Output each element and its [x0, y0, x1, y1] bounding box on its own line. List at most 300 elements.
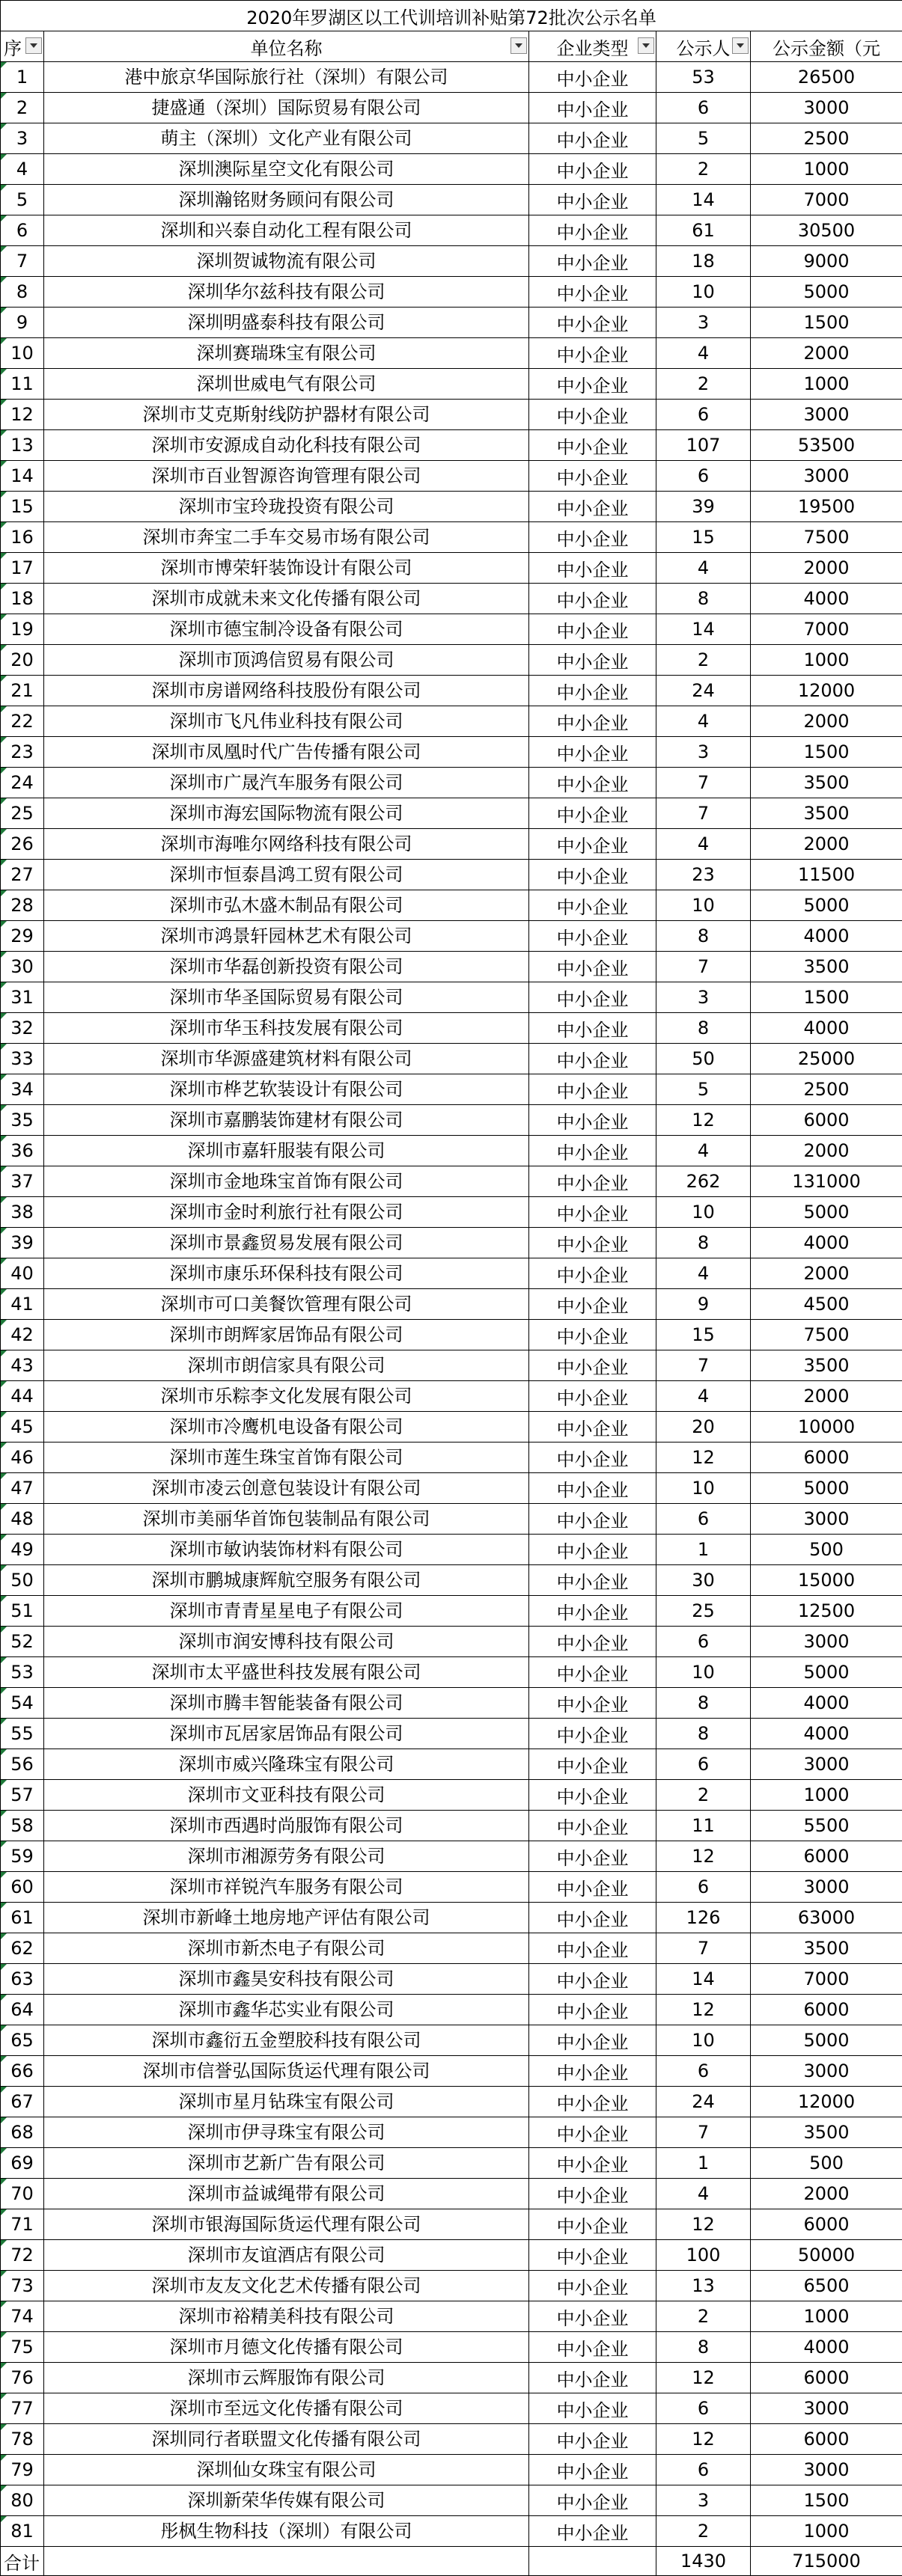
company-name-cell[interactable]: 深圳市朗辉家居饰品有限公司 — [44, 1320, 529, 1350]
company-name-cell[interactable]: 深圳市艺新广告有限公司 — [44, 2148, 529, 2179]
people-count-cell[interactable]: 4 — [656, 706, 751, 737]
company-type-cell[interactable]: 中小企业 — [529, 1933, 656, 1964]
people-count-cell[interactable]: 107 — [656, 430, 751, 461]
company-name-cell[interactable]: 深圳同行者联盟文化传播有限公司 — [44, 2424, 529, 2455]
people-count-cell[interactable]: 5 — [656, 123, 751, 154]
seq-cell[interactable] — [1, 1443, 44, 1473]
people-count-cell[interactable]: 1 — [656, 1535, 751, 1565]
company-type-cell[interactable]: 中小企业 — [529, 277, 656, 308]
amount-cell[interactable]: 3500 — [751, 798, 902, 829]
seq-cell[interactable] — [1, 2271, 44, 2301]
amount-cell[interactable]: 6000 — [751, 1443, 902, 1473]
company-type-cell[interactable]: 中小企业 — [529, 1688, 656, 1719]
company-name-cell[interactable]: 深圳市华玉科技发展有限公司 — [44, 1013, 529, 1044]
company-name-cell[interactable]: 深圳市星月钻珠宝有限公司 — [44, 2087, 529, 2117]
company-name-cell[interactable]: 深圳市祥锐汽车服务有限公司 — [44, 1872, 529, 1903]
company-name-cell[interactable]: 深圳赛瑞珠宝有限公司 — [44, 338, 529, 369]
amount-cell[interactable]: 1500 — [751, 308, 902, 338]
company-type-cell[interactable]: 中小企业 — [529, 982, 656, 1013]
seq-cell[interactable] — [1, 2056, 44, 2087]
company-type-cell[interactable]: 中小企业 — [529, 921, 656, 952]
filter-dropdown-icon[interactable] — [511, 37, 527, 54]
company-type-cell[interactable]: 中小企业 — [529, 1964, 656, 1995]
amount-cell[interactable]: 1500 — [751, 982, 902, 1013]
seq-cell[interactable] — [1, 1749, 44, 1780]
amount-cell[interactable]: 12000 — [751, 676, 902, 706]
company-type-cell[interactable]: 中小企业 — [529, 706, 656, 737]
seq-cell[interactable] — [1, 1136, 44, 1166]
amount-cell[interactable]: 2000 — [751, 1258, 902, 1289]
amount-cell[interactable]: 3000 — [751, 2056, 902, 2087]
company-type-cell[interactable]: 中小企业 — [529, 798, 656, 829]
people-count-cell[interactable]: 10 — [656, 1473, 751, 1504]
people-count-cell[interactable]: 9 — [656, 1289, 751, 1320]
company-type-cell[interactable]: 中小企业 — [529, 1780, 656, 1811]
company-type-cell[interactable]: 中小企业 — [529, 737, 656, 768]
people-count-cell[interactable]: 14 — [656, 185, 751, 215]
company-name-cell[interactable]: 深圳新荣华传媒有限公司 — [44, 2485, 529, 2516]
company-name-cell[interactable]: 深圳市博荣轩装饰设计有限公司 — [44, 553, 529, 584]
amount-cell[interactable]: 12500 — [751, 1596, 902, 1627]
total-label[interactable]: 合计 — [1, 2547, 44, 2576]
company-name-cell[interactable]: 深圳市银海国际货运代理有限公司 — [44, 2209, 529, 2240]
amount-cell[interactable]: 63000 — [751, 1903, 902, 1933]
company-name-cell[interactable]: 深圳市太平盛世科技发展有限公司 — [44, 1657, 529, 1688]
company-name-cell[interactable]: 深圳市伊寻珠宝有限公司 — [44, 2117, 529, 2148]
company-type-cell[interactable]: 中小企业 — [529, 2424, 656, 2455]
company-name-cell[interactable]: 深圳市金地珠宝首饰有限公司 — [44, 1166, 529, 1197]
company-type-cell[interactable]: 中小企业 — [529, 676, 656, 706]
seq-cell[interactable] — [1, 2363, 44, 2393]
seq-cell[interactable] — [1, 1350, 44, 1381]
company-type-cell[interactable]: 中小企业 — [529, 1443, 656, 1473]
company-name-cell[interactable]: 深圳市瓦居家居饰品有限公司 — [44, 1719, 529, 1749]
company-type-cell[interactable]: 中小企业 — [529, 93, 656, 123]
people-count-cell[interactable]: 10 — [656, 2025, 751, 2056]
amount-cell[interactable]: 2500 — [751, 123, 902, 154]
company-name-cell[interactable]: 深圳市腾丰智能装备有限公司 — [44, 1688, 529, 1719]
seq-cell[interactable] — [1, 430, 44, 461]
seq-cell[interactable] — [1, 1412, 44, 1443]
company-type-cell[interactable]: 中小企业 — [529, 1166, 656, 1197]
people-count-cell[interactable]: 12 — [656, 1841, 751, 1872]
company-type-cell[interactable]: 中小企业 — [529, 1320, 656, 1350]
company-type-cell[interactable]: 中小企业 — [529, 1657, 656, 1688]
company-type-cell[interactable]: 中小企业 — [529, 522, 656, 553]
company-type-cell[interactable]: 中小企业 — [529, 2455, 656, 2485]
seq-cell[interactable] — [1, 1627, 44, 1657]
people-count-cell[interactable]: 6 — [656, 2393, 751, 2424]
seq-cell[interactable] — [1, 1688, 44, 1719]
amount-cell[interactable]: 3500 — [751, 952, 902, 982]
people-count-cell[interactable]: 8 — [656, 584, 751, 614]
amount-cell[interactable]: 7000 — [751, 185, 902, 215]
company-name-cell[interactable]: 深圳市海唯尔网络科技有限公司 — [44, 829, 529, 860]
people-count-cell[interactable]: 2 — [656, 1780, 751, 1811]
total-empty-type[interactable] — [529, 2547, 656, 2576]
people-count-cell[interactable]: 10 — [656, 1197, 751, 1228]
people-count-cell[interactable]: 10 — [656, 277, 751, 308]
amount-cell[interactable]: 5000 — [751, 2025, 902, 2056]
company-name-cell[interactable]: 深圳市云辉服饰有限公司 — [44, 2363, 529, 2393]
company-name-cell[interactable]: 深圳市鸿景轩园林艺术有限公司 — [44, 921, 529, 952]
company-name-cell[interactable]: 深圳市嘉鹏装饰建材有限公司 — [44, 1105, 529, 1136]
amount-cell[interactable]: 15000 — [751, 1565, 902, 1596]
company-name-cell[interactable]: 深圳市飞凡伟业科技有限公司 — [44, 706, 529, 737]
company-type-cell[interactable]: 中小企业 — [529, 308, 656, 338]
seq-cell[interactable] — [1, 921, 44, 952]
people-count-cell[interactable]: 2 — [656, 645, 751, 676]
seq-cell[interactable] — [1, 1197, 44, 1228]
people-count-cell[interactable]: 8 — [656, 1013, 751, 1044]
amount-cell[interactable]: 500 — [751, 2148, 902, 2179]
people-count-cell[interactable]: 100 — [656, 2240, 751, 2271]
company-type-cell[interactable]: 中小企业 — [529, 2117, 656, 2148]
company-name-cell[interactable]: 深圳市华磊创新投资有限公司 — [44, 952, 529, 982]
amount-cell[interactable]: 1000 — [751, 645, 902, 676]
company-type-cell[interactable]: 中小企业 — [529, 2271, 656, 2301]
company-type-cell[interactable]: 中小企业 — [529, 2179, 656, 2209]
amount-cell[interactable]: 5000 — [751, 1473, 902, 1504]
people-count-cell[interactable]: 262 — [656, 1166, 751, 1197]
people-count-cell[interactable]: 25 — [656, 1596, 751, 1627]
company-name-cell[interactable]: 深圳市顶鸿信贸易有限公司 — [44, 645, 529, 676]
people-count-cell[interactable]: 6 — [656, 1872, 751, 1903]
people-count-cell[interactable]: 12 — [656, 1105, 751, 1136]
amount-cell[interactable]: 5000 — [751, 1197, 902, 1228]
seq-cell[interactable] — [1, 737, 44, 768]
people-count-cell[interactable]: 24 — [656, 676, 751, 706]
people-count-cell[interactable]: 4 — [656, 1258, 751, 1289]
amount-cell[interactable]: 2000 — [751, 706, 902, 737]
company-type-cell[interactable]: 中小企业 — [529, 1381, 656, 1412]
company-name-cell[interactable]: 深圳市康乐环保科技有限公司 — [44, 1258, 529, 1289]
company-name-cell[interactable]: 彤枫生物科技（深圳）有限公司 — [44, 2516, 529, 2547]
people-count-cell[interactable]: 6 — [656, 93, 751, 123]
amount-cell[interactable]: 2000 — [751, 1136, 902, 1166]
company-name-cell[interactable]: 深圳市信誉弘国际货运代理有限公司 — [44, 2056, 529, 2087]
company-name-cell[interactable]: 萌主（深圳）文化产业有限公司 — [44, 123, 529, 154]
company-name-cell[interactable]: 深圳市裕精美科技有限公司 — [44, 2301, 529, 2332]
amount-cell[interactable]: 3500 — [751, 768, 902, 798]
company-name-cell[interactable]: 深圳市嘉轩服装有限公司 — [44, 1136, 529, 1166]
people-count-cell[interactable]: 50 — [656, 1044, 751, 1074]
seq-cell[interactable] — [1, 890, 44, 921]
people-count-cell[interactable]: 3 — [656, 308, 751, 338]
company-name-cell[interactable]: 深圳市鑫昊安科技有限公司 — [44, 1964, 529, 1995]
people-count-cell[interactable]: 4 — [656, 338, 751, 369]
people-count-cell[interactable]: 13 — [656, 2271, 751, 2301]
amount-cell[interactable]: 1000 — [751, 1780, 902, 1811]
people-count-cell[interactable]: 18 — [656, 246, 751, 277]
amount-cell[interactable]: 3000 — [751, 93, 902, 123]
people-count-cell[interactable]: 6 — [656, 1504, 751, 1535]
company-name-cell[interactable]: 深圳世威电气有限公司 — [44, 369, 529, 400]
amount-cell[interactable]: 6000 — [751, 2424, 902, 2455]
company-name-cell[interactable]: 深圳市鑫衍五金塑胶科技有限公司 — [44, 2025, 529, 2056]
company-name-cell[interactable]: 深圳市益诚绳带有限公司 — [44, 2179, 529, 2209]
people-count-cell[interactable]: 14 — [656, 1964, 751, 1995]
seq-cell[interactable] — [1, 400, 44, 430]
company-type-cell[interactable]: 中小企业 — [529, 614, 656, 645]
company-name-cell[interactable]: 深圳市润安博科技有限公司 — [44, 1627, 529, 1657]
company-type-cell[interactable]: 中小企业 — [529, 1535, 656, 1565]
seq-cell[interactable] — [1, 93, 44, 123]
people-count-cell[interactable]: 10 — [656, 1657, 751, 1688]
amount-cell[interactable]: 7500 — [751, 1320, 902, 1350]
company-type-cell[interactable]: 中小企业 — [529, 2209, 656, 2240]
filter-dropdown-icon[interactable] — [638, 37, 654, 54]
amount-cell[interactable]: 6000 — [751, 1105, 902, 1136]
people-count-cell[interactable]: 3 — [656, 982, 751, 1013]
company-type-cell[interactable]: 中小企业 — [529, 1719, 656, 1749]
company-type-cell[interactable]: 中小企业 — [529, 2148, 656, 2179]
people-count-cell[interactable]: 6 — [656, 1749, 751, 1780]
seq-cell[interactable] — [1, 1166, 44, 1197]
amount-cell[interactable]: 4000 — [751, 921, 902, 952]
people-count-cell[interactable]: 12 — [656, 1443, 751, 1473]
company-type-cell[interactable]: 中小企业 — [529, 584, 656, 614]
people-count-cell[interactable]: 8 — [656, 2332, 751, 2363]
company-type-cell[interactable]: 中小企业 — [529, 952, 656, 982]
seq-cell[interactable] — [1, 2516, 44, 2547]
company-type-cell[interactable]: 中小企业 — [529, 492, 656, 522]
amount-cell[interactable]: 4500 — [751, 1289, 902, 1320]
company-type-cell[interactable]: 中小企业 — [529, 1258, 656, 1289]
people-count-cell[interactable]: 12 — [656, 2363, 751, 2393]
seq-cell[interactable] — [1, 584, 44, 614]
company-type-cell[interactable]: 中小企业 — [529, 461, 656, 492]
seq-cell[interactable] — [1, 2117, 44, 2148]
company-name-cell[interactable]: 深圳市可口美餐饮管理有限公司 — [44, 1289, 529, 1320]
company-name-cell[interactable]: 深圳市至远文化传播有限公司 — [44, 2393, 529, 2424]
people-count-cell[interactable]: 7 — [656, 952, 751, 982]
seq-cell[interactable] — [1, 2485, 44, 2516]
seq-cell[interactable] — [1, 1995, 44, 2025]
amount-cell[interactable]: 1500 — [751, 2485, 902, 2516]
amount-cell[interactable]: 5000 — [751, 890, 902, 921]
company-type-cell[interactable]: 中小企业 — [529, 2087, 656, 2117]
amount-cell[interactable]: 11500 — [751, 860, 902, 890]
company-type-cell[interactable]: 中小企业 — [529, 154, 656, 185]
people-count-cell[interactable]: 6 — [656, 1627, 751, 1657]
company-type-cell[interactable]: 中小企业 — [529, 123, 656, 154]
people-count-cell[interactable]: 61 — [656, 215, 751, 246]
company-type-cell[interactable]: 中小企业 — [529, 2025, 656, 2056]
company-name-cell[interactable]: 深圳市凤凰时代广告传播有限公司 — [44, 737, 529, 768]
seq-cell[interactable] — [1, 553, 44, 584]
seq-cell[interactable] — [1, 1013, 44, 1044]
company-name-cell[interactable]: 深圳市成就未来文化传播有限公司 — [44, 584, 529, 614]
seq-cell[interactable] — [1, 645, 44, 676]
filter-dropdown-icon[interactable] — [732, 37, 749, 54]
amount-cell[interactable]: 5500 — [751, 1811, 902, 1841]
people-count-cell[interactable]: 4 — [656, 829, 751, 860]
total-amount[interactable]: 715000 — [751, 2547, 902, 2576]
seq-cell[interactable] — [1, 2179, 44, 2209]
company-name-cell[interactable]: 深圳市广晟汽车服务有限公司 — [44, 768, 529, 798]
company-type-cell[interactable]: 中小企业 — [529, 1811, 656, 1841]
company-type-cell[interactable]: 中小企业 — [529, 1136, 656, 1166]
company-name-cell[interactable]: 深圳市友谊酒店有限公司 — [44, 2240, 529, 2271]
company-type-cell[interactable]: 中小企业 — [529, 1074, 656, 1105]
company-type-cell[interactable]: 中小企业 — [529, 1565, 656, 1596]
people-count-cell[interactable]: 8 — [656, 1719, 751, 1749]
people-count-cell[interactable]: 6 — [656, 461, 751, 492]
company-type-cell[interactable]: 中小企业 — [529, 338, 656, 369]
company-name-cell[interactable]: 深圳市朗信家具有限公司 — [44, 1350, 529, 1381]
company-type-cell[interactable]: 中小企业 — [529, 1228, 656, 1258]
amount-cell[interactable]: 3000 — [751, 1749, 902, 1780]
amount-cell[interactable]: 3000 — [751, 2393, 902, 2424]
company-type-cell[interactable]: 中小企业 — [529, 430, 656, 461]
amount-cell[interactable]: 2000 — [751, 338, 902, 369]
amount-cell[interactable]: 131000 — [751, 1166, 902, 1197]
amount-cell[interactable]: 4000 — [751, 1719, 902, 1749]
seq-cell[interactable] — [1, 768, 44, 798]
seq-cell[interactable] — [1, 1074, 44, 1105]
amount-cell[interactable]: 10000 — [751, 1412, 902, 1443]
amount-cell[interactable]: 6000 — [751, 1995, 902, 2025]
seq-cell[interactable] — [1, 798, 44, 829]
people-count-cell[interactable]: 7 — [656, 798, 751, 829]
company-name-cell[interactable]: 深圳市鑫华芯实业有限公司 — [44, 1995, 529, 2025]
total-empty-name[interactable] — [44, 2547, 529, 2576]
company-name-cell[interactable]: 深圳市新杰电子有限公司 — [44, 1933, 529, 1964]
seq-cell[interactable] — [1, 1504, 44, 1535]
seq-cell[interactable] — [1, 1811, 44, 1841]
seq-cell[interactable] — [1, 1933, 44, 1964]
company-name-cell[interactable]: 深圳市敏讷装饰材料有限公司 — [44, 1535, 529, 1565]
seq-cell[interactable] — [1, 1381, 44, 1412]
company-type-cell[interactable]: 中小企业 — [529, 1197, 656, 1228]
amount-cell[interactable]: 25000 — [751, 1044, 902, 1074]
company-type-cell[interactable]: 中小企业 — [529, 185, 656, 215]
seq-cell[interactable] — [1, 2025, 44, 2056]
amount-cell[interactable]: 2000 — [751, 829, 902, 860]
people-count-cell[interactable]: 6 — [656, 2056, 751, 2087]
company-name-cell[interactable]: 深圳市莲生珠宝首饰有限公司 — [44, 1443, 529, 1473]
people-count-cell[interactable]: 8 — [656, 1228, 751, 1258]
company-type-cell[interactable]: 中小企业 — [529, 1013, 656, 1044]
people-count-cell[interactable]: 1 — [656, 2148, 751, 2179]
seq-cell[interactable] — [1, 1872, 44, 1903]
seq-cell[interactable] — [1, 215, 44, 246]
company-type-cell[interactable]: 中小企业 — [529, 1350, 656, 1381]
amount-cell[interactable]: 1000 — [751, 369, 902, 400]
company-type-cell[interactable]: 中小企业 — [529, 1412, 656, 1443]
company-name-cell[interactable]: 深圳市安源成自动化科技有限公司 — [44, 430, 529, 461]
company-name-cell[interactable]: 深圳市鹏城康辉航空服务有限公司 — [44, 1565, 529, 1596]
company-name-cell[interactable]: 深圳仙女珠宝有限公司 — [44, 2455, 529, 2485]
amount-cell[interactable]: 6000 — [751, 2363, 902, 2393]
seq-cell[interactable] — [1, 860, 44, 890]
seq-cell[interactable] — [1, 1258, 44, 1289]
amount-cell[interactable]: 1000 — [751, 2301, 902, 2332]
seq-cell[interactable] — [1, 2209, 44, 2240]
seq-cell[interactable] — [1, 1289, 44, 1320]
people-count-cell[interactable]: 5 — [656, 1074, 751, 1105]
company-name-cell[interactable]: 深圳市月德文化传播有限公司 — [44, 2332, 529, 2363]
company-name-cell[interactable]: 深圳明盛泰科技有限公司 — [44, 308, 529, 338]
seq-cell[interactable] — [1, 2332, 44, 2363]
seq-cell[interactable] — [1, 62, 44, 93]
company-type-cell[interactable]: 中小企业 — [529, 1473, 656, 1504]
company-name-cell[interactable]: 深圳市威兴隆珠宝有限公司 — [44, 1749, 529, 1780]
seq-cell[interactable] — [1, 2393, 44, 2424]
seq-cell[interactable] — [1, 2424, 44, 2455]
seq-cell[interactable] — [1, 1228, 44, 1258]
seq-cell[interactable] — [1, 676, 44, 706]
seq-cell[interactable] — [1, 2240, 44, 2271]
company-name-cell[interactable]: 深圳瀚铭财务顾问有限公司 — [44, 185, 529, 215]
company-name-cell[interactable]: 港中旅京华国际旅行社（深圳）有限公司 — [44, 62, 529, 93]
people-count-cell[interactable]: 20 — [656, 1412, 751, 1443]
seq-cell[interactable] — [1, 308, 44, 338]
company-type-cell[interactable]: 中小企业 — [529, 246, 656, 277]
company-name-cell[interactable]: 深圳市乐粽李文化发展有限公司 — [44, 1381, 529, 1412]
amount-cell[interactable]: 1000 — [751, 2516, 902, 2547]
seq-cell[interactable] — [1, 1719, 44, 1749]
company-type-cell[interactable]: 中小企业 — [529, 2056, 656, 2087]
people-count-cell[interactable]: 12 — [656, 1995, 751, 2025]
company-type-cell[interactable]: 中小企业 — [529, 2332, 656, 2363]
seq-cell[interactable] — [1, 2301, 44, 2332]
amount-cell[interactable]: 9000 — [751, 246, 902, 277]
seq-cell[interactable] — [1, 614, 44, 645]
company-type-cell[interactable]: 中小企业 — [529, 1995, 656, 2025]
company-type-cell[interactable]: 中小企业 — [529, 2363, 656, 2393]
company-type-cell[interactable]: 中小企业 — [529, 400, 656, 430]
seq-cell[interactable] — [1, 154, 44, 185]
company-name-cell[interactable]: 深圳华尔兹科技有限公司 — [44, 277, 529, 308]
people-count-cell[interactable]: 2 — [656, 2516, 751, 2547]
people-count-cell[interactable]: 30 — [656, 1565, 751, 1596]
company-name-cell[interactable]: 深圳市恒泰昌鸿工贸有限公司 — [44, 860, 529, 890]
people-count-cell[interactable]: 11 — [656, 1811, 751, 1841]
company-type-cell[interactable]: 中小企业 — [529, 215, 656, 246]
amount-cell[interactable]: 6000 — [751, 1841, 902, 1872]
people-count-cell[interactable]: 6 — [656, 2455, 751, 2485]
company-name-cell[interactable]: 深圳市弘木盛木制品有限公司 — [44, 890, 529, 921]
people-count-cell[interactable]: 4 — [656, 1136, 751, 1166]
seq-cell[interactable] — [1, 2455, 44, 2485]
seq-cell[interactable] — [1, 1473, 44, 1504]
amount-cell[interactable]: 26500 — [751, 62, 902, 93]
people-count-cell[interactable]: 2 — [656, 369, 751, 400]
company-type-cell[interactable]: 中小企业 — [529, 553, 656, 584]
amount-cell[interactable]: 7000 — [751, 614, 902, 645]
people-count-cell[interactable]: 4 — [656, 1381, 751, 1412]
people-count-cell[interactable]: 3 — [656, 737, 751, 768]
company-name-cell[interactable]: 深圳市艾克斯射线防护器材有限公司 — [44, 400, 529, 430]
amount-cell[interactable]: 6500 — [751, 2271, 902, 2301]
amount-cell[interactable]: 4000 — [751, 2332, 902, 2363]
company-type-cell[interactable]: 中小企业 — [529, 1872, 656, 1903]
amount-cell[interactable]: 30500 — [751, 215, 902, 246]
company-type-cell[interactable]: 中小企业 — [529, 2240, 656, 2271]
seq-cell[interactable] — [1, 492, 44, 522]
company-type-cell[interactable]: 中小企业 — [529, 369, 656, 400]
people-count-cell[interactable]: 126 — [656, 1903, 751, 1933]
people-count-cell[interactable]: 7 — [656, 1933, 751, 1964]
amount-cell[interactable]: 4000 — [751, 1013, 902, 1044]
seq-cell[interactable] — [1, 369, 44, 400]
amount-cell[interactable]: 3500 — [751, 2117, 902, 2148]
people-count-cell[interactable]: 4 — [656, 553, 751, 584]
amount-cell[interactable]: 2000 — [751, 1381, 902, 1412]
company-type-cell[interactable]: 中小企业 — [529, 1749, 656, 1780]
